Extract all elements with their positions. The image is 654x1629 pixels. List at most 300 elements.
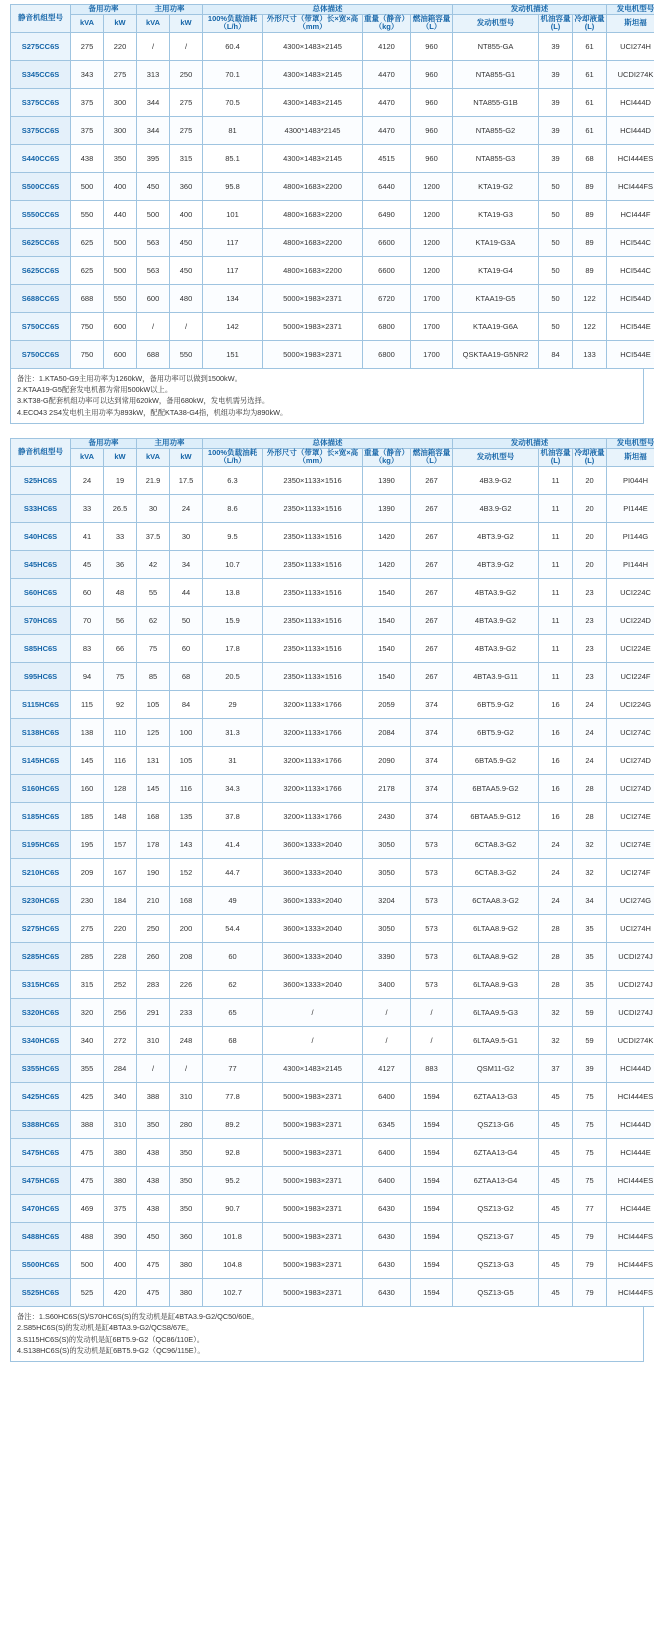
cell: UCI274H — [607, 914, 654, 942]
cell: 267 — [411, 466, 453, 494]
cell-model: S85HC6S — [11, 634, 71, 662]
cell: 750 — [71, 312, 104, 340]
th-kva-prime: kVA — [137, 448, 170, 466]
cell: 438 — [137, 1138, 170, 1166]
cell: 350 — [104, 144, 137, 172]
cell: 500 — [71, 1250, 104, 1278]
cell: 2430 — [363, 802, 411, 830]
cell: 6LTAA8.9-G2 — [453, 942, 539, 970]
cell: 61 — [573, 116, 607, 144]
cell: 4800×1683×2200 — [263, 172, 363, 200]
cell: 11 — [539, 606, 573, 634]
cell: 625 — [71, 256, 104, 284]
cell: 960 — [411, 88, 453, 116]
cell: 54.4 — [203, 914, 263, 942]
cell: 20 — [573, 522, 607, 550]
cell: 3600×1333×2040 — [263, 942, 363, 970]
cell: 145 — [137, 774, 170, 802]
cell: 89 — [573, 200, 607, 228]
cell: 4300×1483×2145 — [263, 144, 363, 172]
cell: 60 — [170, 634, 203, 662]
table-row — [11, 690, 654, 718]
table-row — [11, 802, 654, 830]
th-tank-capacity: 燃油箱容量（L） — [411, 14, 453, 32]
cell: 315 — [170, 144, 203, 172]
cell-model: S275HC6S — [11, 914, 71, 942]
cell: 2350×1133×1516 — [263, 662, 363, 690]
cell: 81 — [203, 116, 263, 144]
cell: 374 — [411, 690, 453, 718]
cell: 380 — [104, 1138, 137, 1166]
cell: 2350×1133×1516 — [263, 606, 363, 634]
cell: 450 — [137, 172, 170, 200]
cell: 256 — [104, 998, 137, 1026]
cell: 226 — [170, 970, 203, 998]
cell: 267 — [411, 550, 453, 578]
cell: 39 — [539, 88, 573, 116]
cell: 6ZTAA13-G3 — [453, 1082, 539, 1110]
cell: 33 — [71, 494, 104, 522]
cell: 1594 — [411, 1278, 453, 1306]
cell: 573 — [411, 970, 453, 998]
cell: 62 — [137, 606, 170, 634]
cell: 250 — [170, 60, 203, 88]
cell: 157 — [104, 830, 137, 858]
cell: 20.5 — [203, 662, 263, 690]
cell: 35 — [573, 970, 607, 998]
cell: 168 — [170, 886, 203, 914]
cell: 4800×1683×2200 — [263, 256, 363, 284]
table-row — [11, 1166, 654, 1194]
cell: 374 — [411, 774, 453, 802]
cell: 15.9 — [203, 606, 263, 634]
cell: 24 — [71, 466, 104, 494]
cell: 24 — [539, 830, 573, 858]
cell: 131 — [137, 746, 170, 774]
cell: 2178 — [363, 774, 411, 802]
cell: 425 — [71, 1082, 104, 1110]
cell: 48 — [104, 578, 137, 606]
cell: 475 — [137, 1278, 170, 1306]
table-row — [11, 1054, 654, 1082]
th-kva-standby: kVA — [71, 14, 104, 32]
cell: 28 — [539, 970, 573, 998]
cell: 45 — [539, 1250, 573, 1278]
cell: 960 — [411, 32, 453, 60]
cell: 39 — [539, 32, 573, 60]
cell: 28 — [539, 942, 573, 970]
cell: 4300*1483*2145 — [263, 116, 363, 144]
cell: 151 — [203, 340, 263, 368]
cell: 75 — [573, 1082, 607, 1110]
cell: 267 — [411, 522, 453, 550]
cell-model: S275CC6S — [11, 32, 71, 60]
cell: 6BT5.9-G2 — [453, 690, 539, 718]
cell: 60 — [203, 942, 263, 970]
table-row — [11, 578, 654, 606]
cell: 3200×1133×1766 — [263, 746, 363, 774]
cell-model: S355HC6S — [11, 1054, 71, 1082]
cell: / — [137, 32, 170, 60]
th-coolant-capacity: 冷却液量(L) — [573, 448, 607, 466]
th-weight: 重量（静音）（kg） — [364, 447, 409, 466]
cell: 340 — [104, 1082, 137, 1110]
cell: 75 — [104, 662, 137, 690]
cell: 24 — [573, 690, 607, 718]
table-row — [11, 1222, 654, 1250]
cell: HCI444FS — [607, 172, 654, 200]
cell: 360 — [170, 1222, 203, 1250]
cell: 3600×1333×2040 — [263, 970, 363, 998]
cell: 395 — [137, 144, 170, 172]
th-dimensions: 外形尺寸（带罩）长×宽×高（mm） — [263, 448, 363, 466]
th-weight: 重量（静音）（kg） — [364, 13, 409, 32]
table-row — [11, 662, 654, 690]
cell: 23 — [573, 662, 607, 690]
cell: 61 — [573, 60, 607, 88]
cell: 122 — [573, 284, 607, 312]
cell: 50 — [539, 312, 573, 340]
th-group-standby: 备用功率 — [71, 5, 137, 15]
cell: 300 — [104, 88, 137, 116]
cell: KTAA19-G5 — [453, 284, 539, 312]
cell: 275 — [170, 88, 203, 116]
cell: 3204 — [363, 886, 411, 914]
cell: 5000×1983×2371 — [263, 312, 363, 340]
cell: 20 — [573, 550, 607, 578]
note-line: 备注：1.S60HC6S(S)/S70HC6S(S)的发动机是缸4BTA3.9-G2/QC50/60E。 — [17, 1311, 259, 1321]
table-row — [11, 312, 654, 340]
table-row — [11, 144, 654, 172]
cell: 6LTAA8.9-G3 — [453, 970, 539, 998]
cell: 11 — [539, 550, 573, 578]
cell: 350 — [170, 1138, 203, 1166]
cell: 66 — [104, 634, 137, 662]
table-notes-1 — [10, 369, 644, 424]
cell: 3050 — [363, 858, 411, 886]
cell: 143 — [170, 830, 203, 858]
cell-model: S688CC6S — [11, 284, 71, 312]
cell: 3200×1133×1766 — [263, 718, 363, 746]
cell-model: S440CC6S — [11, 144, 71, 172]
cell: 1200 — [411, 172, 453, 200]
cell-model: S40HC6S — [11, 522, 71, 550]
cell: UCDI274J — [607, 998, 654, 1026]
cell: 374 — [411, 746, 453, 774]
cell: QSM11-G2 — [453, 1054, 539, 1082]
cell: 5000×1983×2371 — [263, 1278, 363, 1306]
cell-model: S315HC6S — [11, 970, 71, 998]
cell: 573 — [411, 886, 453, 914]
cell: 60.4 — [203, 32, 263, 60]
cell: 23 — [573, 606, 607, 634]
cell: HCI444D — [607, 88, 654, 116]
cell: 167 — [104, 858, 137, 886]
cell: 79 — [573, 1278, 607, 1306]
cell: KTA19-G3 — [453, 200, 539, 228]
cell: 160 — [71, 774, 104, 802]
cell: 85.1 — [203, 144, 263, 172]
cell: 5000×1983×2371 — [263, 1082, 363, 1110]
table-row — [11, 1082, 654, 1110]
cell: 34 — [170, 550, 203, 578]
cell: HCI444FS — [607, 1250, 654, 1278]
cell: 390 — [104, 1222, 137, 1250]
cell: 6430 — [363, 1278, 411, 1306]
cell: 33 — [104, 522, 137, 550]
cell: 2350×1133×1516 — [263, 578, 363, 606]
cell: 68 — [573, 144, 607, 172]
cell: 344 — [137, 116, 170, 144]
cell: 6LTAA9.5-G1 — [453, 1026, 539, 1054]
cell: 101 — [203, 200, 263, 228]
cell: 284 — [104, 1054, 137, 1082]
cell: 9.5 — [203, 522, 263, 550]
table-row — [11, 746, 654, 774]
cell: 116 — [170, 774, 203, 802]
cell: 475 — [137, 1250, 170, 1278]
cell: 2350×1133×1516 — [263, 550, 363, 578]
cell: UCDI274J — [607, 970, 654, 998]
cell-model: S320HC6S — [11, 998, 71, 1026]
th-group-overall: 总体描述 — [203, 5, 453, 15]
cell: 1420 — [363, 550, 411, 578]
note-line: 3.KT38-G配套机组功率可以达到常用620kW，备用680kW，发电机需另选择。 — [17, 396, 270, 406]
cell: 1540 — [363, 634, 411, 662]
cell: 3600×1333×2040 — [263, 914, 363, 942]
cell: 6LTAA8.9-G2 — [453, 914, 539, 942]
table-row — [11, 256, 654, 284]
cell-model: S625CC6S — [11, 256, 71, 284]
cell: / — [137, 312, 170, 340]
cell: 4470 — [363, 88, 411, 116]
cell: 450 — [170, 256, 203, 284]
cell: 23 — [573, 578, 607, 606]
table-row — [11, 774, 654, 802]
th-model: 静音机组型号 — [11, 439, 71, 467]
spec-table-cummins-hc6s — [10, 438, 654, 1307]
cell: 375 — [71, 88, 104, 116]
cell: 450 — [170, 228, 203, 256]
cell: 573 — [411, 942, 453, 970]
cell: 573 — [411, 858, 453, 886]
cell: 4300×1483×2145 — [263, 1054, 363, 1082]
cell: 6600 — [363, 228, 411, 256]
cell: 168 — [137, 802, 170, 830]
cell: 39 — [573, 1054, 607, 1082]
cell: 340 — [71, 1026, 104, 1054]
cell: 350 — [170, 1166, 203, 1194]
cell: HCI444F — [607, 200, 654, 228]
cell: 6LTAA9.5-G3 — [453, 998, 539, 1026]
th-group-overall: 总体描述 — [203, 439, 453, 449]
cell: 11 — [539, 662, 573, 690]
cell: NTA855-G3 — [453, 144, 539, 172]
cell: 6720 — [363, 284, 411, 312]
cell-model: S345CC6S — [11, 60, 71, 88]
th-group-alternator: 发电机型号 — [607, 5, 654, 15]
cell: 89.2 — [203, 1110, 263, 1138]
cell: 10.7 — [203, 550, 263, 578]
cell: 3050 — [363, 914, 411, 942]
cell: 210 — [137, 886, 170, 914]
cell: 44 — [170, 578, 203, 606]
cell: 6400 — [363, 1166, 411, 1194]
cell: 70 — [71, 606, 104, 634]
cell: 275 — [104, 60, 137, 88]
cell-model: S138HC6S — [11, 718, 71, 746]
cell: 6400 — [363, 1082, 411, 1110]
spec-table-cummins-cc6s — [10, 4, 654, 369]
cell: PI144E — [607, 494, 654, 522]
cell: 70.5 — [203, 88, 263, 116]
cell: 195 — [71, 830, 104, 858]
note-line: 备注：1.KTA50-G9主用功率为1260kW，备用功率可以做到1500kW。 — [17, 373, 242, 383]
note-line: 2.KTAA19-G5配套发电机都为常用500kW以上。 — [17, 385, 173, 395]
cell: 600 — [104, 340, 137, 368]
cell: 21.9 — [137, 466, 170, 494]
table-body-1 — [11, 32, 654, 368]
table-row — [11, 116, 654, 144]
cell-model: S230HC6S — [11, 886, 71, 914]
cell: 600 — [137, 284, 170, 312]
cell: 1594 — [411, 1110, 453, 1138]
cell: 70.1 — [203, 60, 263, 88]
cell: 3600×1333×2040 — [263, 858, 363, 886]
cell: KTA19-G3A — [453, 228, 539, 256]
cell: KTA19-G2 — [453, 172, 539, 200]
cell-model: S500HC6S — [11, 1250, 71, 1278]
cell: 228 — [104, 942, 137, 970]
cell: UCDI274K — [607, 60, 654, 88]
cell: UCI224G — [607, 690, 654, 718]
cell: 89 — [573, 172, 607, 200]
cell: 49 — [203, 886, 263, 914]
cell: 104.8 — [203, 1250, 263, 1278]
cell: HCI444E — [607, 1138, 654, 1166]
cell: 220 — [104, 914, 137, 942]
cell: UCI274D — [607, 746, 654, 774]
cell: 285 — [71, 942, 104, 970]
cell-model: S625CC6S — [11, 228, 71, 256]
cell: 184 — [104, 886, 137, 914]
cell: 252 — [104, 970, 137, 998]
cell: 267 — [411, 494, 453, 522]
cell: 3050 — [363, 830, 411, 858]
table-row — [11, 200, 654, 228]
cell: 343 — [71, 60, 104, 88]
cell-model: S195HC6S — [11, 830, 71, 858]
cell: 28 — [573, 802, 607, 830]
table-block-2 — [10, 438, 654, 1362]
cell: 400 — [104, 172, 137, 200]
cell: 438 — [71, 144, 104, 172]
cell: 4B3.9-G2 — [453, 494, 539, 522]
cell-model: S525HC6S — [11, 1278, 71, 1306]
cell: 469 — [71, 1194, 104, 1222]
cell: 17.5 — [170, 466, 203, 494]
cell: 6490 — [363, 200, 411, 228]
note-line: 3.S115HC6S(S)的发动机是缸6BT5.9-G2（QC86/110E）。 — [17, 1334, 205, 1344]
cell: 1594 — [411, 1166, 453, 1194]
cell: 440 — [104, 200, 137, 228]
cell-model: S500CC6S — [11, 172, 71, 200]
cell: QSZ13-G6 — [453, 1110, 539, 1138]
cell: / — [170, 32, 203, 60]
cell: 6800 — [363, 312, 411, 340]
cell: UCI224D — [607, 606, 654, 634]
cell-model: S475HC6S — [11, 1138, 71, 1166]
cell: 95.2 — [203, 1166, 263, 1194]
cell: 133 — [573, 340, 607, 368]
table-row — [11, 998, 654, 1026]
cell: NT855-GA — [453, 32, 539, 60]
cell: 6430 — [363, 1194, 411, 1222]
cell: 310 — [104, 1110, 137, 1138]
note-line: 2.S85HC6S(S)的发动机是缸4BTA3.9-G2/QCS8/67E。 — [17, 1323, 194, 1333]
cell: 4515 — [363, 144, 411, 172]
cell: 77.8 — [203, 1082, 263, 1110]
cell: 375 — [104, 1194, 137, 1222]
cell: HCI544D — [607, 284, 654, 312]
cell: 500 — [137, 200, 170, 228]
cell: 190 — [137, 858, 170, 886]
cell: 388 — [137, 1082, 170, 1110]
cell: 400 — [104, 1250, 137, 1278]
cell: HCI544C — [607, 256, 654, 284]
cell: 400 — [170, 200, 203, 228]
cell: 488 — [71, 1222, 104, 1250]
cell: 8.6 — [203, 494, 263, 522]
th-group-standby: 备用功率 — [71, 439, 137, 449]
table-row — [11, 172, 654, 200]
cell: 31 — [203, 746, 263, 774]
cell: 688 — [137, 340, 170, 368]
cell: 374 — [411, 802, 453, 830]
cell: 480 — [170, 284, 203, 312]
cell: 1594 — [411, 1250, 453, 1278]
cell: 6ZTAA13-G4 — [453, 1166, 539, 1194]
cell: 50 — [539, 172, 573, 200]
cell: 41.4 — [203, 830, 263, 858]
cell: 45 — [539, 1082, 573, 1110]
th-kw-prime: kW — [170, 448, 203, 466]
cell: 4127 — [363, 1054, 411, 1082]
cell: 4470 — [363, 116, 411, 144]
cell: 5000×1983×2371 — [263, 1110, 363, 1138]
cell: 1540 — [363, 578, 411, 606]
cell: UCI224C — [607, 578, 654, 606]
cell: UCI274E — [607, 830, 654, 858]
cell: / — [411, 998, 453, 1026]
note-line: 4.S138HC6S(S)的发动机是缸6BT5.9-G2（QC96/115E）。 — [17, 1345, 205, 1355]
cell: 350 — [137, 1110, 170, 1138]
cell: 267 — [411, 578, 453, 606]
cell: 209 — [71, 858, 104, 886]
cell: 59 — [573, 998, 607, 1026]
cell: NTA855-G2 — [453, 116, 539, 144]
cell: 3600×1333×2040 — [263, 830, 363, 858]
cell: 563 — [137, 228, 170, 256]
cell: 320 — [71, 998, 104, 1026]
th-engine-model: 发动机型号 — [453, 14, 539, 32]
cell: 24 — [573, 746, 607, 774]
table-row — [11, 634, 654, 662]
cell: 16 — [539, 690, 573, 718]
cell: 5000×1983×2371 — [263, 284, 363, 312]
cell: 1390 — [363, 466, 411, 494]
th-tank-capacity: 燃油箱容量（L） — [411, 448, 453, 466]
